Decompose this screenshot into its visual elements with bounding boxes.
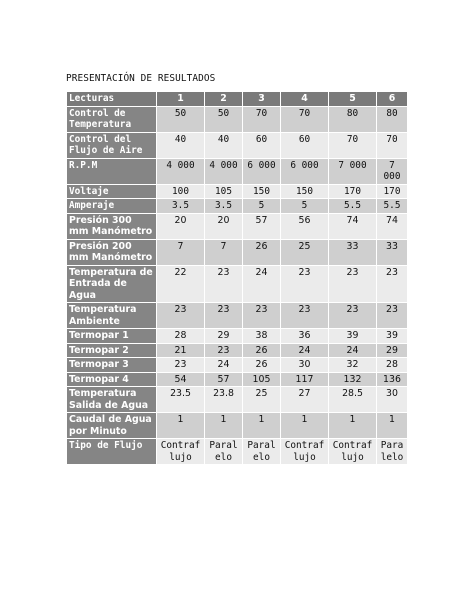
table-cell: 74: [377, 213, 408, 239]
table-cell: 5.5: [329, 199, 377, 214]
table-cell: 4 000: [157, 158, 205, 184]
table-cell: 150: [281, 184, 329, 199]
header-col-6: 6: [377, 92, 408, 107]
table-cell: 28: [157, 329, 205, 344]
row-label: Temperatura Ambiente: [67, 303, 157, 329]
table-row: [67, 329, 408, 344]
table-cell: 80: [377, 106, 408, 132]
table-row: [67, 358, 408, 373]
table-cell: 1: [243, 413, 281, 439]
header-label: Lecturas: [67, 92, 157, 107]
table-cell: 29: [205, 329, 243, 344]
table-cell: 24: [243, 265, 281, 303]
table-row: [67, 132, 408, 158]
table-cell: 5: [281, 199, 329, 214]
table-cell: 23: [205, 265, 243, 303]
table-cell: 24: [329, 343, 377, 358]
table-cell: 39: [329, 329, 377, 344]
row-label: Temperatura de Entrada de Agua: [67, 265, 157, 303]
table-cell: 33: [377, 239, 408, 265]
table-cell: 38: [243, 329, 281, 344]
table-cell: Contraflujo: [157, 439, 205, 465]
table-cell: 74: [329, 213, 377, 239]
page-title: PRESENTACIÓN DE RESULTADOS: [66, 73, 216, 84]
table-cell: 23: [281, 303, 329, 329]
table-cell: 70: [243, 106, 281, 132]
table-cell: 50: [205, 106, 243, 132]
table-cell: 60: [243, 132, 281, 158]
row-label: Presión 300 mm Manómetro: [67, 213, 157, 239]
table-cell: 29: [377, 343, 408, 358]
table-cell: 23: [377, 265, 408, 303]
table-row: [67, 265, 408, 303]
header-col-1: 1: [157, 92, 205, 107]
table-cell: Paralelo: [243, 439, 281, 465]
row-label: Control del Flujo de Aire: [67, 132, 157, 158]
header-col-5: 5: [329, 92, 377, 107]
row-label: Termopar 4: [67, 372, 157, 387]
table-cell: 70: [281, 106, 329, 132]
table-cell: 5.5: [377, 199, 408, 214]
table-cell: 21: [157, 343, 205, 358]
table-cell: 105: [243, 372, 281, 387]
header-col-4: 4: [281, 92, 329, 107]
table-cell: 25: [281, 239, 329, 265]
table-cell: 23: [329, 303, 377, 329]
table-row: [67, 239, 408, 265]
table-cell: 1: [205, 413, 243, 439]
table-cell: 23: [281, 265, 329, 303]
table-cell: 54: [157, 372, 205, 387]
table-cell: 22: [157, 265, 205, 303]
table-cell: 57: [243, 213, 281, 239]
table-cell: 3.5: [157, 199, 205, 214]
table-row: [67, 439, 408, 465]
table-cell: 6 000: [281, 158, 329, 184]
table-cell: 23: [157, 358, 205, 373]
row-label: Voltaje: [67, 184, 157, 199]
table-cell: 5: [243, 199, 281, 214]
table-cell: 23: [329, 265, 377, 303]
table-row: [67, 213, 408, 239]
table-cell: 39: [377, 329, 408, 344]
row-label: R.P.M: [67, 158, 157, 184]
table-cell: Contraflujo: [329, 439, 377, 465]
table-cell: 40: [157, 132, 205, 158]
table-row: [67, 199, 408, 214]
row-label: Tipo de Flujo: [67, 439, 157, 465]
table-cell: 20: [205, 213, 243, 239]
table-cell: 23: [157, 303, 205, 329]
table-cell: 4 000: [205, 158, 243, 184]
table-cell: 26: [243, 343, 281, 358]
row-label: Presión 200 mm Manómetro: [67, 239, 157, 265]
table-cell: 27: [281, 387, 329, 413]
results-table: [66, 91, 408, 465]
table-header-row: [67, 92, 408, 107]
table-cell: 70: [329, 132, 377, 158]
row-label: Termopar 3: [67, 358, 157, 373]
table-cell: 28: [377, 358, 408, 373]
table-cell: 28.5: [329, 387, 377, 413]
row-label: Temperatura Salida de Agua: [67, 387, 157, 413]
table-cell: 117: [281, 372, 329, 387]
table-cell: 60: [281, 132, 329, 158]
table-cell: 30: [281, 358, 329, 373]
table-cell: 80: [329, 106, 377, 132]
row-label: Control de Temperatura: [67, 106, 157, 132]
table-cell: 23: [377, 303, 408, 329]
table-cell: 32: [329, 358, 377, 373]
table-cell: 100: [157, 184, 205, 199]
table-row: [67, 184, 408, 199]
table-cell: 56: [281, 213, 329, 239]
table-cell: 1: [281, 413, 329, 439]
table-cell: 20: [157, 213, 205, 239]
table-row: [67, 158, 408, 184]
table-cell: 170: [377, 184, 408, 199]
table-cell: 170: [329, 184, 377, 199]
table-cell: 23: [205, 303, 243, 329]
table-cell: 23.8: [205, 387, 243, 413]
table-row: [67, 343, 408, 358]
table-cell: 136: [377, 372, 408, 387]
table-cell: 1: [157, 413, 205, 439]
table-cell: 3.5: [205, 199, 243, 214]
table-row: [67, 413, 408, 439]
table-cell: 105: [205, 184, 243, 199]
table-cell: 26: [243, 239, 281, 265]
table-cell: 23: [243, 303, 281, 329]
table-cell: 57: [205, 372, 243, 387]
table-cell: 24: [205, 358, 243, 373]
table-row: [67, 372, 408, 387]
table-cell: 7 000: [377, 158, 408, 184]
table-cell: 36: [281, 329, 329, 344]
table-cell: 40: [205, 132, 243, 158]
table-cell: 70: [377, 132, 408, 158]
table-cell: Contraflujo: [281, 439, 329, 465]
row-label: Termopar 1: [67, 329, 157, 344]
table-cell: 25: [243, 387, 281, 413]
header-col-3: 3: [243, 92, 281, 107]
row-label: Termopar 2: [67, 343, 157, 358]
row-label: Caudal de Agua por Minuto: [67, 413, 157, 439]
table-cell: 7: [157, 239, 205, 265]
table-row: [67, 387, 408, 413]
table-row: [67, 106, 408, 132]
table-cell: 23.5: [157, 387, 205, 413]
table-cell: 50: [157, 106, 205, 132]
table-cell: 6 000: [243, 158, 281, 184]
table-cell: 33: [329, 239, 377, 265]
header-col-2: 2: [205, 92, 243, 107]
table-row: [67, 303, 408, 329]
table-cell: 150: [243, 184, 281, 199]
table-cell: 30: [377, 387, 408, 413]
table-cell: 1: [329, 413, 377, 439]
table-cell: Paralelo: [377, 439, 408, 465]
row-label: Amperaje: [67, 199, 157, 214]
table-cell: 1: [377, 413, 408, 439]
table-cell: 7: [205, 239, 243, 265]
table-cell: 23: [205, 343, 243, 358]
table-cell: 26: [243, 358, 281, 373]
table-cell: 132: [329, 372, 377, 387]
table-cell: Paralelo: [205, 439, 243, 465]
table-cell: 24: [281, 343, 329, 358]
table-cell: 7 000: [329, 158, 377, 184]
